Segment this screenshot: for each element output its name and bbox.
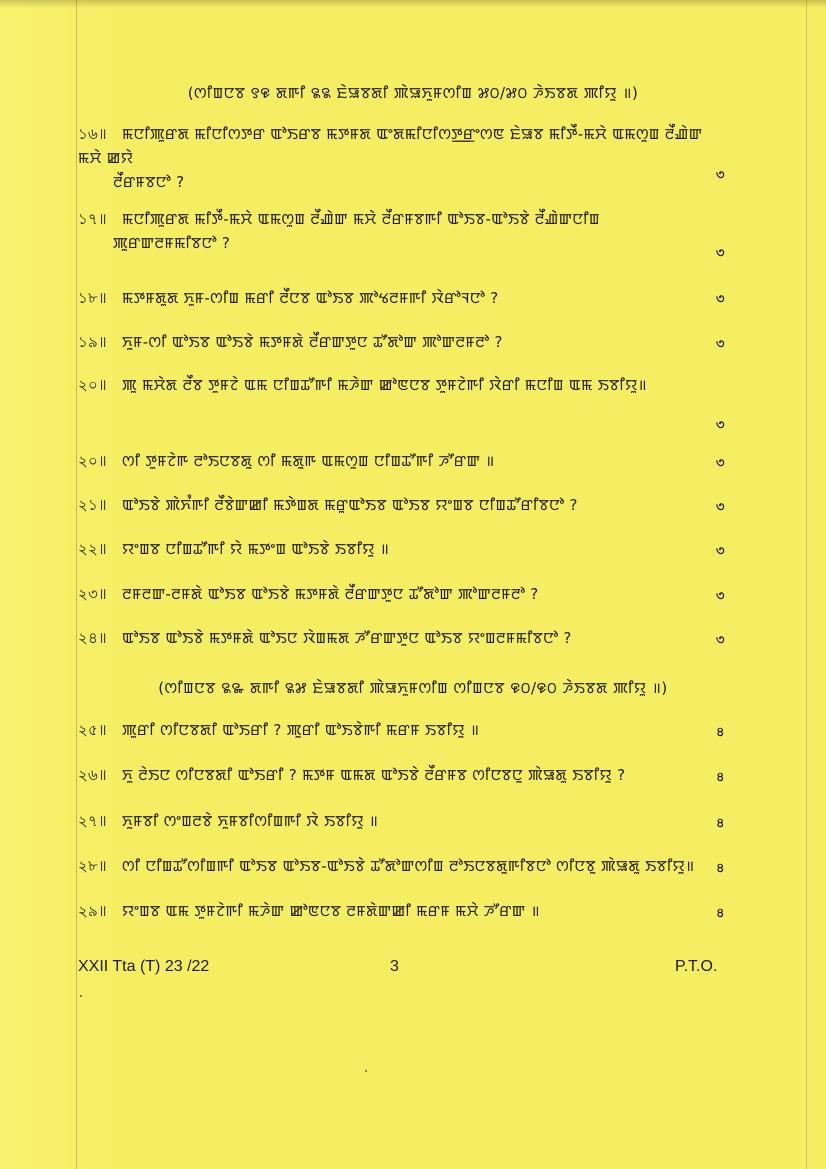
question-item — [78, 537, 728, 561]
question-text: ꯌꯦꯡꯕ ꯑꯃ ꯇꯨꯝꯖꯥꯒꯤ ꯃꯍꯥꯛ ꯀꯣꯟꯅꯕ ꯂꯝꯗꯥꯛꯀꯤ ꯃꯔꯝ ꯃꯆꯥ ꯍꯧꯔꯛ ॥ — [122, 902, 540, 920]
question-number: ২৮॥ — [78, 857, 107, 875]
question-number: ২৫॥ — [78, 721, 107, 739]
question-item — [78, 330, 728, 354]
question-text: ꯄꯨꯔꯤ ꯁꯤꯅꯕꯗꯤ ꯑꯣꯏꯔꯤ ? ꯄꯨꯔꯤ ꯑꯣꯏꯕꯥꯒꯤ ꯃꯔꯝ ꯏꯕꯤꯌꯨ ॥ — [122, 721, 480, 739]
question-item — [78, 809, 728, 833]
marks-label: ৩ — [716, 633, 725, 648]
marks-label: ৪ — [716, 906, 725, 921]
question-item — [78, 854, 728, 878]
question-number: ১৯॥ — [78, 333, 107, 351]
marks-label: ৩ — [716, 456, 725, 471]
pto-label: P.T.O. — [675, 958, 718, 975]
marks-label: ৩ — [716, 418, 725, 433]
marks-label: ৩ — [716, 589, 725, 604]
marks-label: ৪ — [716, 816, 725, 831]
section-header-2: (ꯁꯤꯡꯅꯕ ꯲꯳ ꯗꯒꯤ ꯲꯷ ꯐꯥꯎꯕꯗꯤ ꯄꯥꯎꯈꯨꯝꯁꯤꯡ ꯁꯤꯡꯅꯕ ꯶꯰/꯶꯰ ꯍꯥꯏꯕꯗ ꯄꯤꯌꯨ ॥) — [158, 679, 668, 697]
marks-label: ৪ — [716, 725, 725, 740]
right-margin-line — [806, 0, 807, 1169]
marks-label: ৩ — [716, 500, 725, 515]
page-number: 3 — [390, 958, 399, 975]
question-text: ꯂꯝꯂꯛ-ꯂꯝꯗꯥ ꯑꯣꯏꯕ ꯑꯣꯏꯕꯥ ꯃꯇꯝꯗꯥ ꯂꯩꯔꯛꯇꯨꯅ ꯊꯧꯗꯣꯛ ꯄꯣꯛꯂꯝꯂꯣ ? — [122, 585, 539, 603]
question-text: ꯈꯨꯝ-ꯁꯤ ꯑꯣꯏꯕ ꯑꯣꯏꯕꯥ ꯃꯇꯝꯗꯥ ꯂꯩꯔꯛꯇꯨꯅ ꯊꯧꯗꯣꯛ ꯄꯣꯛꯂꯝꯂꯣ ? — [122, 333, 503, 351]
paper-speck — [80, 995, 82, 997]
question-item — [78, 718, 728, 742]
question-item — [78, 763, 728, 787]
question-text: ꯈꯨꯝꯕꯤ ꯁꯦꯡꯂꯕꯥ ꯈꯨꯝꯕꯤꯁꯤꯡꯒꯤ ꯋꯥ ꯏꯕꯤꯌꯨ ॥ — [122, 812, 379, 830]
paper-speck — [365, 1070, 367, 1072]
question-text: ꯌꯦꯡꯕ ꯅꯤꯡꯊꯧꯒꯤ ꯌꯥ ꯃꯇꯦꯡ ꯑꯣꯏꯕꯥ ꯏꯕꯤꯌꯨ ॥ — [122, 540, 390, 558]
paper-code: XXII Tta (T) 23 /22 — [78, 958, 210, 975]
question-text: ꯑꯣꯏꯕꯥ ꯄꯥꯈꯪꯒꯤ ꯂꯩꯕꯥꯛꯀꯤ ꯃꯇꯥꯡꯗ ꯃꯔꯨꯑꯣꯏꯕ ꯑꯣꯏꯕ ꯌꯦꯡꯕ ꯅꯤꯡꯊꯧꯔꯤꯕꯅꯣ ? — [122, 496, 578, 514]
question-number: ২৪॥ — [78, 629, 107, 647]
question-text: ꯄꯨ ꯃꯆꯥꯗ ꯂꯩꯕ ꯇꯨꯝꯖꯥ ꯑꯃ ꯅꯤꯡꯊꯧꯒꯤ ꯃꯍꯥꯛ ꯀꯣꯟꯅꯕ ꯇꯨꯝꯖꯥꯒꯤ ꯋꯥꯔꯤ ꯃꯅꯤꯡ ꯑꯃ ꯏꯕꯤꯌꯨ॥ — [122, 376, 647, 394]
marks-label: ৩ — [716, 337, 725, 352]
question-number: ২১॥ — [78, 496, 107, 514]
section-header-1: (ꯁꯤꯡꯅꯕ ꯱꯶ ꯗꯒꯤ ꯲꯲ ꯐꯥꯎꯕꯗꯤ ꯄꯥꯎꯈꯨꯝꯁꯤꯡ ꯷꯰/꯷꯰ ꯍꯥꯏꯕꯗ ꯄꯤꯌꯨ ॥) — [187, 84, 639, 102]
page-top-shadow — [0, 0, 826, 8]
question-item — [78, 626, 728, 650]
question-text: ꯁꯤ ꯇꯨꯝꯖꯥꯒ ꯂꯣꯏꯅꯕꯗꯨ ꯁꯤ ꯃꯗꯨꯒ ꯑꯃꯁꯨꯡ ꯅꯤꯡꯊꯧꯒꯤ ꯍꯧꯔꯛ ॥ — [122, 452, 495, 470]
question-text: ꯈꯨ ꯂꯥꯏꯅ ꯁꯤꯅꯕꯗꯤ ꯑꯣꯏꯔꯤ ? ꯃꯇꯝ ꯑꯃꯗ ꯑꯣꯏꯕꯥ ꯂꯩꯔꯝꯕ ꯁꯤꯅꯕꯅꯨ ꯄꯥꯎꯗꯨ ꯏꯕꯤꯌꯨ ? — [122, 766, 626, 784]
question-item — [78, 122, 728, 194]
question-item — [78, 207, 728, 255]
question-text: ꯃꯅꯤꯄꯨꯔꯗ ꯃꯤꯅꯤꯁꯇꯔ ꯑꯣꯏꯔꯕ ꯃꯇꯝꯗ ꯑꯦꯗꯃꯤꯅꯤꯁꯇ꯭ꯔꯦꯁꯟ ꯐꯥꯎꯕ ꯃꯤꯇꯩ-ꯃꯆꯥ ꯑꯃꯁꯨꯡ ꯂꯩꯉꯥꯛ ꯃꯆꯥ ꯀꯌꯥ — [78, 125, 703, 167]
question-item — [78, 582, 728, 606]
question-number: ২৯॥ — [78, 902, 107, 920]
marks-label: ৪ — [716, 861, 725, 876]
question-number: ২২॥ — [78, 540, 107, 558]
question-text: ꯃꯅꯤꯄꯨꯔꯗ ꯃꯤꯇꯩ-ꯃꯆꯥ ꯑꯃꯁꯨꯡ ꯂꯩꯉꯥꯛ ꯃꯆꯥ ꯂꯩꯔꯝꯕꯒꯤ ꯑꯣꯏꯕ-ꯑꯣꯏꯕꯥ ꯂꯩꯉꯥꯛꯅꯤꯡ — [122, 210, 600, 228]
question-text: ꯃꯇꯝꯗꯨꯗ ꯈꯨꯝ-ꯁꯤꯡ ꯃꯔꯤ ꯂꯩꯅꯕ ꯑꯣꯏꯕ ꯄꯣꯠꯂꯝꯒꯤ ꯋꯥꯔꯣꯜꯅꯣ ? — [122, 289, 499, 307]
question-number: ১৭॥ — [78, 210, 107, 228]
question-number: ২৩॥ — [78, 585, 107, 603]
question-item — [78, 449, 728, 473]
question-number: ২০॥ — [78, 376, 107, 394]
question-text-cont: ꯂꯩꯔꯝꯕꯅꯣ ? — [113, 173, 185, 191]
question-number: ১৮॥ — [78, 289, 107, 307]
question-text: ꯁꯤ ꯅꯤꯡꯊꯧꯁꯤꯡꯒꯤ ꯑꯣꯏꯕ ꯑꯣꯏꯕ-ꯑꯣꯏꯕꯥ ꯊꯧꯗꯣꯛꯁꯤꯡ ꯂꯣꯏꯅꯕꯗꯨꯒꯤꯕꯅꯣ ꯁꯤꯅꯕꯨ ꯄꯥꯎꯗꯨ ꯏꯕꯤꯌꯨ॥ — [122, 857, 695, 875]
question-item — [78, 286, 728, 310]
question-text: ꯑꯣꯏꯕ ꯑꯣꯏꯕꯥ ꯃꯇꯝꯗꯥ ꯑꯣꯏꯅ ꯋꯥꯡꯃꯗ ꯍꯧꯔꯛꯇꯨꯅ ꯑꯣꯏꯕ ꯌꯦꯡꯂꯝꯃꯤꯕꯅꯣ ? — [122, 629, 572, 647]
marks-label: ৪ — [716, 770, 725, 785]
marks-label: ৩ — [716, 246, 725, 261]
question-number: ২৬॥ — [78, 766, 107, 784]
question-number: ২৭॥ — [78, 812, 107, 830]
question-item — [78, 373, 738, 397]
question-text-cont: ꯄꯨꯔꯛꯂꯝꯃꯤꯕꯅꯣ ? — [113, 234, 231, 252]
question-item — [78, 899, 728, 923]
marks-label: ৩ — [716, 292, 725, 307]
question-number: ২০॥ — [78, 452, 107, 470]
marks-label: ৩ — [716, 544, 725, 559]
marks-label: ৩ — [716, 168, 725, 183]
question-item — [78, 493, 728, 517]
question-number: ১৬॥ — [78, 125, 107, 143]
left-margin-line — [76, 0, 77, 1169]
